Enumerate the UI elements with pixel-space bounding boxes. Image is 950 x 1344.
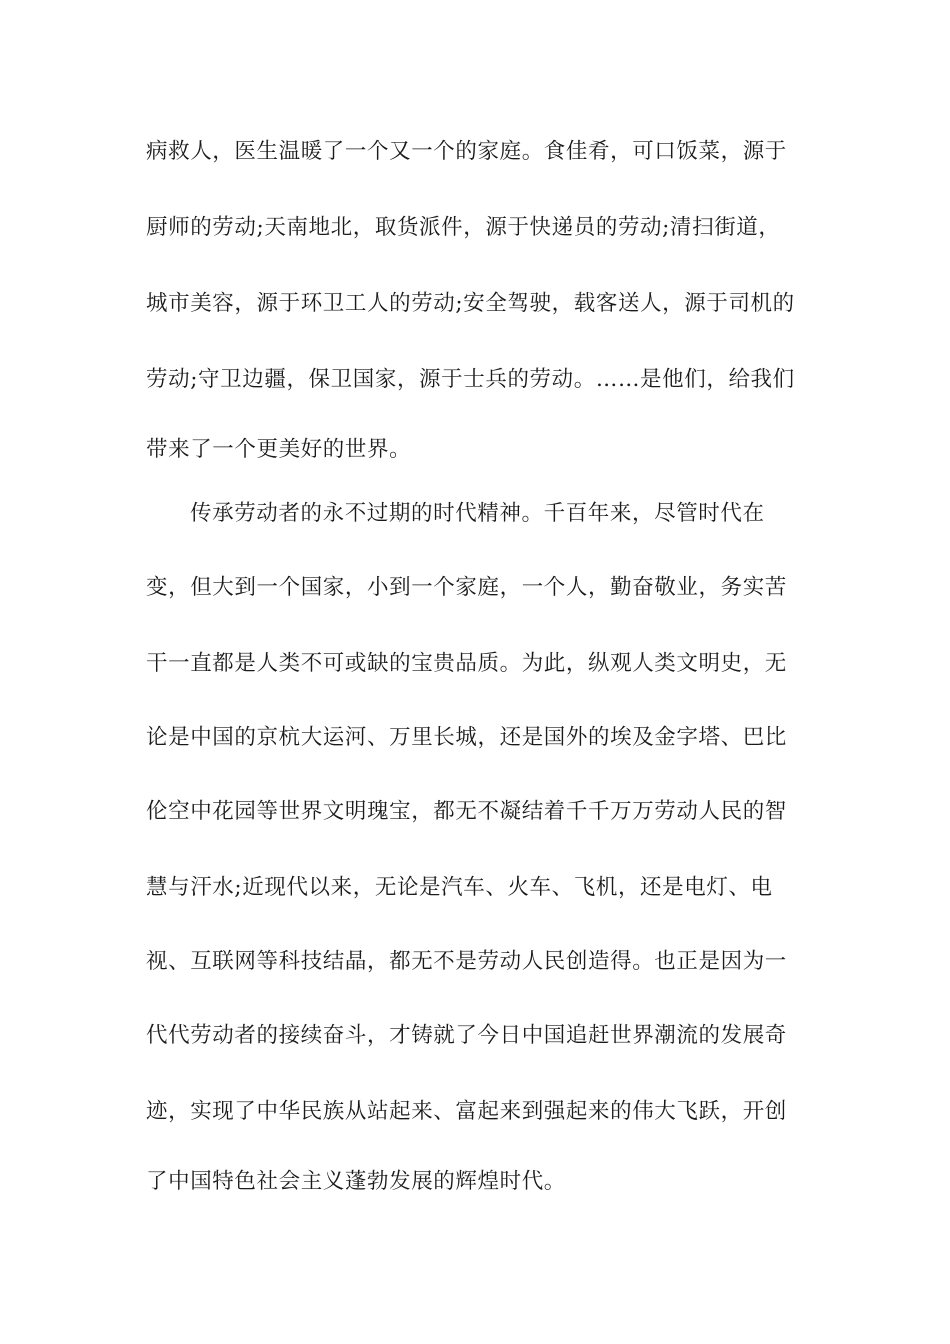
text-line: 了中国特色社会主义蓬勃发展的辉煌时代。: [146, 1169, 566, 1194]
text-line: 迹，实现了中华民族从站起来、富起来到强起来的伟大飞跃，开创: [146, 1099, 787, 1124]
text-line: 伦空中花园等世界文明瑰宝，都无不凝结着千千万万劳动人民的智: [146, 799, 787, 824]
text-line: 带来了一个更美好的世界。: [146, 437, 412, 462]
text-line: 代代劳动者的接续奋斗，才铸就了今日中国追赶世界潮流的发展奇: [146, 1023, 787, 1048]
text-line: 城市美容，源于环卫工人的劳动;安全驾驶，载客送人，源于司机的: [146, 291, 795, 316]
text-line: 厨师的劳动;天南地北，取货派件，源于快递员的劳动;清扫街道，: [146, 215, 781, 240]
text-line: 视、互联网等科技结晶，都无不是劳动人民创造得。也正是因为一: [146, 949, 787, 974]
text-line: 劳动;守卫边疆，保卫国家，源于士兵的劳动。……是他们，给我们: [146, 367, 795, 392]
text-line: 病救人，医生温暖了一个又一个的家庭。食佳肴，可口饭菜，源于: [146, 139, 787, 164]
text-line: 变，但大到一个国家，小到一个家庭，一个人，勤奋敬业，务实苦: [146, 575, 787, 600]
text-line: 慧与汗水;近现代以来，无论是汽车、火车、飞机，还是电灯、电: [146, 875, 773, 900]
text-line: 干一直都是人类不可或缺的宝贵品质。为此，纵观人类文明史，无: [146, 651, 787, 676]
text-line: 论是中国的京杭大运河、万里长城，还是国外的埃及金字塔、巴比: [146, 725, 787, 750]
paragraph-first-line: 传承劳动者的永不过期的时代精神。千百年来，尽管时代在: [190, 501, 765, 526]
